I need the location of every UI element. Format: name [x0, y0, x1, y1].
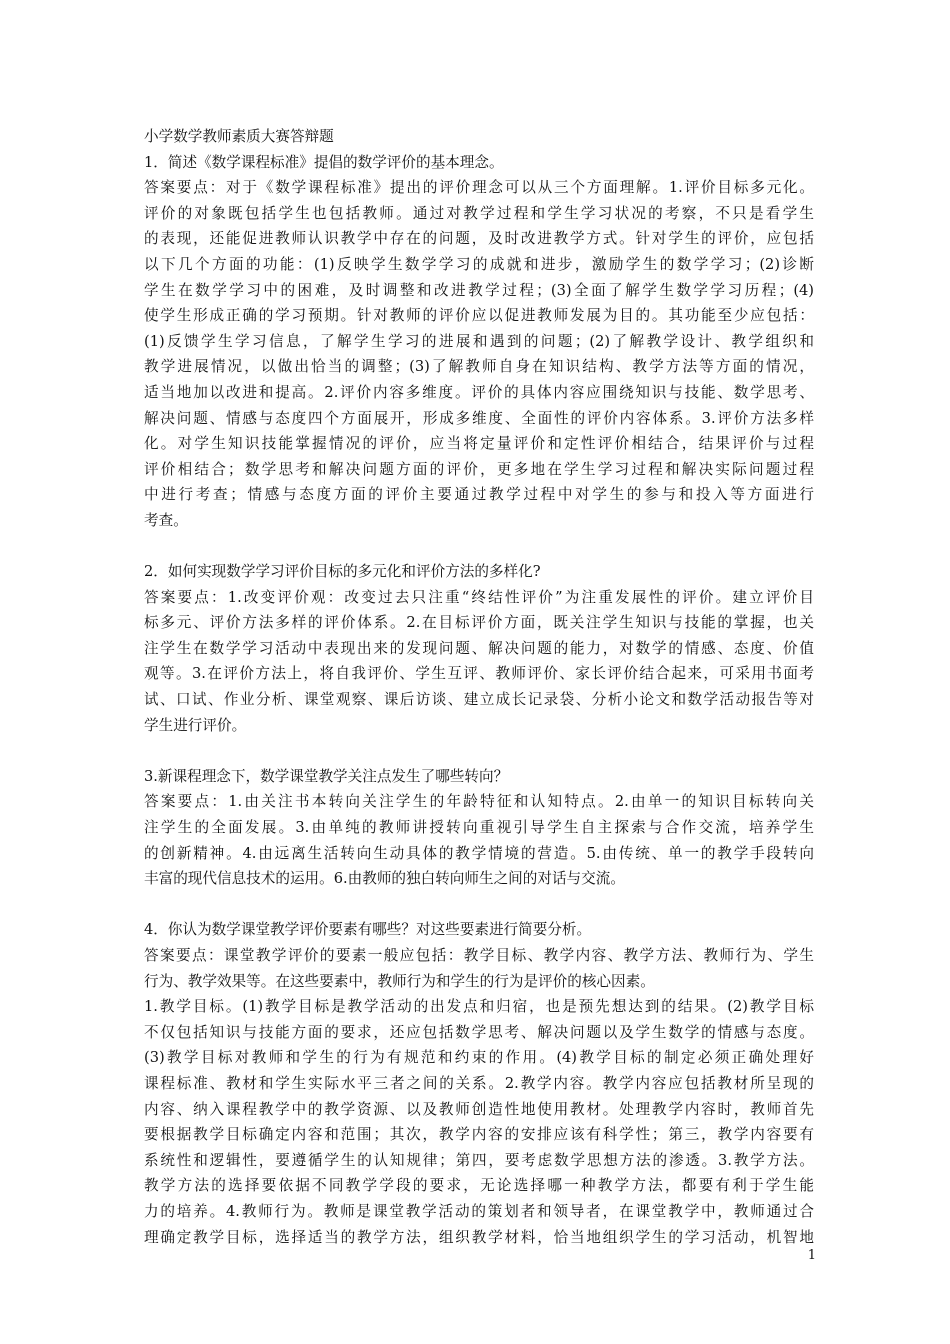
answer-4-line: 答案要点：课堂教学评价的要素一般应包括：教学目标、教学内容、教学方法、教师行为、学生: [144, 947, 814, 964]
answer-3-line: 丰富的现代信息技术的运用。6.由教师的独白转向师生之间的对话与交流。: [144, 870, 625, 888]
answer-1-line: 化。对学生知识技能掌握情况的评价，应当将定量评价和定性评价相结合，结果评价与过程: [144, 435, 814, 453]
answer-1-line: 的表现，还能促进教师认识教学中存在的问题，及时改进教学方式。针对学生的评价，应包括: [144, 230, 814, 248]
answer-4-line: 系统性和逻辑性，要遵循学生的认知规律；第四，要考虑数学思想方法的渗透。3.教学方法。: [144, 1151, 814, 1169]
answer-4-line: 1.教学目标。(1)教学目标是教学活动的出发点和归宿，也是预先想达到的结果。(2)教学目标: [144, 998, 814, 1016]
document-body: [144, 124, 814, 1250]
question-1-heading: 1．简述《数学课程标准》提倡的数学评价的基本理念。: [144, 153, 504, 171]
paragraph-gap: [144, 534, 814, 560]
answer-2-line: 学生进行评价。: [144, 716, 247, 734]
answer-1-line: 中进行考查；情感与态度方面的评价主要通过教学过程中对学生的参与和投入等方面进行: [144, 486, 814, 504]
answer-4-line: 力的培养。4.教师行为。教师是课堂教学活动的策划者和领导者，在课堂教学中，教师通过合: [144, 1202, 814, 1220]
answer-1-line: 教学进展情况，以做出恰当的调整；(3)了解教师自身在知识结构、教学方法等方面的情况，: [144, 358, 814, 376]
answer-4-line: 内容、纳入课程教学中的教学资源、以及教师创造性地使用教材。处理教学内容时，教师首先: [144, 1100, 814, 1118]
answer-1-line: 学生在数学学习中的困难，及时调整和改进教学过程；(3)全面了解学生数学学习历程；(4): [144, 281, 814, 299]
answer-4-line: 课程标准、教材和学生实际水平三者之间的关系。2.教学内容。教学内容应包括教材所呈现的: [144, 1074, 814, 1092]
paragraph-gap: [144, 738, 814, 764]
answer-4-line: 教学方法的选择要依据不同教学学段的要求，无论选择哪一种教学方法，都要有利于学生能: [144, 1177, 814, 1195]
answer-4-line: (3)教学目标对教师和学生的行为有规范和约束的作用。(4)教学目标的制定必须正确处理好: [144, 1049, 814, 1067]
answer-1-line: 答案要点：对于《数学课程标准》提出的评价理念可以从三个方面理解。1.评价目标多元化。: [144, 179, 814, 197]
answer-2-line: 注学生在数学学习活动中表现出来的发现问题、解决问题的能力，对数学的情感、态度、价值: [144, 639, 814, 657]
answer-2-line: 答案要点：1.改变评价观：改变过去只注重“终结性评价”为注重发展性的评价。建立评价目: [144, 588, 814, 606]
answer-1-line: 评价的对象既包括学生也包括教师。通过对教学过程和学生学习状况的考察，不只是看学生: [144, 204, 814, 222]
answer-2-line: 观等。3.在评价方法上，将自我评价、学生互评、教师评价、家长评价结合起来，可采用书面考: [144, 665, 814, 683]
answer-3-line: 的创新精神。4.由远离生活转向生动具体的教学情境的营造。5.由传统、单一的教学手段转向: [144, 844, 814, 862]
answer-2-line: 试、口试、作业分析、课堂观察、课后访谈、建立成长记录袋、分析小论文和数学活动报告等对: [144, 691, 814, 709]
question-4-heading: 4．你认为数学课堂教学评价要素有哪些？对这些要素进行简要分析。: [144, 921, 592, 939]
answer-4-line: 要根据教学目标确定内容和范围；其次，教学内容的安排应该有科学性；第三，教学内容要有: [144, 1126, 814, 1144]
answer-3-line: 答案要点：1.由关注书本转向关注学生的年龄特征和认知特点。2.由单一的知识目标转向关: [144, 793, 814, 811]
page-number: 1: [807, 1248, 816, 1263]
answer-3-line: 注学生的全面发展。3.由单纯的教师讲授转向重视引导学生自主探索与合作交流，培养学生: [144, 819, 814, 837]
answer-1-line: 使学生形成正确的学习预期。针对教师的评价应以促进教师发展为目的。其功能至少应包括：: [144, 307, 814, 325]
question-3-heading: 3.新课程理念下，数学课堂教学关注点发生了哪些转向？: [144, 767, 509, 785]
question-2-heading: 2．如何实现数学学习评价目标的多元化和评价方法的多样化?: [144, 563, 541, 581]
answer-2-line: 标多元、评价方法多样的评价体系。2.在目标评价方面，既关注学生知识与技能的掌握，也关: [144, 614, 814, 632]
answer-1-line: 以下几个方面的功能：(1)反映学生数学学习的成就和进步，激励学生的数学学习；(2)诊断: [144, 255, 814, 273]
answer-1-line: 适当地加以改进和提高。2.评价内容多维度。评价的具体内容应围绕知识与技能、数学思考、: [144, 383, 814, 401]
answer-1-line: 考查。: [144, 511, 188, 529]
document-title: 小学数学教师素质大赛答辩题: [144, 128, 334, 145]
answer-1-line: (1)反馈学生学习信息，了解学生学习的进展和遇到的问题；(2)了解教学设计、教学组织和: [144, 332, 814, 350]
answer-4-line: 不仅包括知识与技能方面的要求，还应包括数学思考、解决问题以及学生数学的情感与态度。: [144, 1023, 814, 1041]
answer-4-line: 行为、教学效果等。在这些要素中，教师行为和学生的行为是评价的核心因素。: [144, 972, 655, 990]
answer-1-line: 评价相结合；数学思考和解决问题方面的评价，更多地在学生学习过程和解决实际问题过程: [144, 460, 814, 478]
paragraph-gap: [144, 892, 814, 918]
answer-1-line: 解决问题、情感与态度四个方面展开，形成多维度、全面性的评价内容体系。3.评价方法多样: [144, 409, 814, 427]
answer-4-line: 理确定教学目标，选择适当的教学方法，组织教学材料，恰当地组织学生的学习活动，机智地: [144, 1228, 814, 1246]
